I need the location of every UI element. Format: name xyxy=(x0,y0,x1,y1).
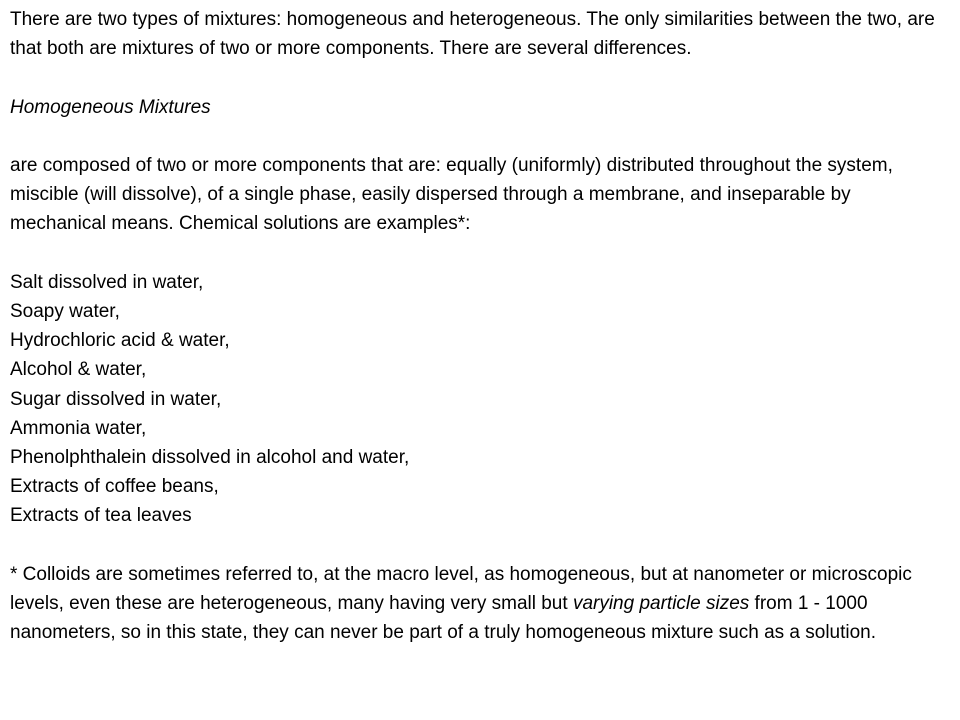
footnote-paragraph xyxy=(10,560,950,648)
intro-paragraph: There are two types of mixtures: homogeneous and heterogeneous. The only similarities between the two, are that both are mixtures of two or more components. There are several differences. xyxy=(10,9,935,60)
list-item: Salt dissolved in water, xyxy=(10,271,204,293)
list-item: Sugar dissolved in water, xyxy=(10,388,222,410)
list-item: Phenolphthalein dissolved in alcohol and water, xyxy=(10,447,410,468)
description-paragraph: are composed of two or more components that are: equally (uniformly) distributed throughout the system, miscible (will dissolve), of a single phase, easily dispersed through a membrane, and inseparable by mechanical means. Chemical solutions are examples*: xyxy=(10,154,893,235)
footnote-text-end: from 1 - 1000 nanometers, so in this state, they can never be part of a truly homogeneous mixture such as a solution. xyxy=(10,593,877,644)
list-item: Extracts of coffee beans, xyxy=(10,476,219,498)
footnote-text-start: * Colloids are sometimes referred to, at the macro level, as homogeneous, but at nanometer or microscopic levels, even these are heterogeneous, many having very small but xyxy=(10,563,912,614)
list-item: Soapy water, xyxy=(10,300,120,322)
text-body xyxy=(10,5,950,647)
examples-list xyxy=(10,268,950,531)
spacer xyxy=(10,122,950,151)
list-item: Hydrochloric acid & water, xyxy=(10,330,230,352)
spacer xyxy=(10,531,950,560)
section-heading: Homogeneous Mixtures xyxy=(10,96,211,118)
list-item: Ammonia water, xyxy=(10,417,147,439)
spacer xyxy=(10,239,950,268)
list-item: Extracts of tea leaves xyxy=(10,505,192,527)
footnote-emphasis: varying particle sizes xyxy=(572,593,750,614)
list-item: Alcohol & water, xyxy=(10,359,147,381)
spacer xyxy=(10,63,950,92)
